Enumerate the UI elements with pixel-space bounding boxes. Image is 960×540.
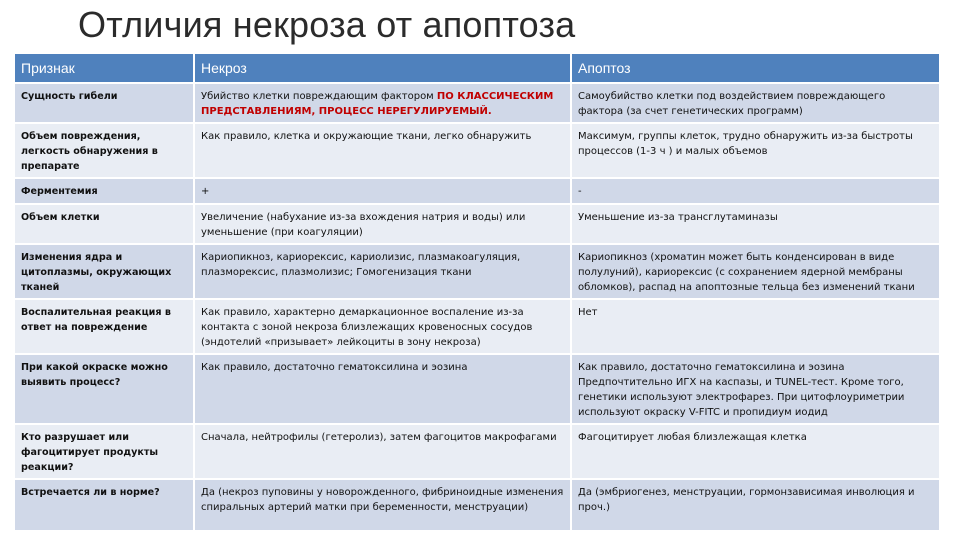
- feature-cell: Ферментемия: [15, 179, 195, 205]
- feature-cell: Объем повреждения, легкость обнаружения в препарате: [15, 124, 195, 179]
- necrosis-text: Убийство клетки повреждающим фактором: [201, 91, 437, 102]
- table-row: [15, 179, 939, 205]
- table-row: [15, 245, 939, 300]
- necrosis-cell: Кариопикноз, кариорексис, кариолизис, плазмакоагуляция, плазморексис, плазмолизис; Гомогенизация ткани: [195, 245, 572, 300]
- apoptosis-cell: Максимум, группы клеток, трудно обнаружить из-за быстроты процессов (1-3 ч ) и малых объемов: [572, 124, 939, 179]
- necrosis-cell: Да (некроз пуповины у новорожденного, фибриноидные изменения спиральных артерий матки при беременности, менструации): [195, 480, 572, 532]
- feature-cell: Объем клетки: [15, 205, 195, 245]
- necrosis-highlight: ПО КЛАССИЧЕСКИМ ПРЕДСТАВЛЕНИЯМ, ПРОЦЕСС НЕРЕГУЛИРУЕМЫЙ.: [201, 91, 554, 117]
- necrosis-cell: +: [195, 179, 572, 205]
- header-feature: Признак: [15, 54, 195, 84]
- feature-cell: Кто разрушает или фагоцитирует продукты реакции?: [15, 425, 195, 480]
- slide-title: Отличия некроза от апоптоза: [78, 4, 576, 45]
- table-row: [15, 355, 939, 425]
- table-row: [15, 425, 939, 480]
- table-row: [15, 84, 939, 124]
- apoptosis-cell: -: [572, 179, 939, 205]
- necrosis-cell: Увеличение (набухание из-за вхождения натрия и воды) или уменьшение (при коагуляции): [195, 205, 572, 245]
- comparison-table: [15, 54, 939, 532]
- feature-cell: Воспалительная реакция в ответ на повреждение: [15, 300, 195, 355]
- feature-cell: Встречается ли в норме?: [15, 480, 195, 532]
- apoptosis-cell: Уменьшение из-за трансглутаминазы: [572, 205, 939, 245]
- necrosis-cell: [195, 84, 572, 124]
- apoptosis-cell: Кариопикноз (хроматин может быть конденсирован в виде полулуний), кариорексис (с сохранением ядерной мембраны обломков), распад на апоптозные тельца без изменений ткани: [572, 245, 939, 300]
- table-header-row: [15, 54, 939, 84]
- header-necrosis: Некроз: [195, 54, 572, 84]
- necrosis-cell: Сначала, нейтрофилы (гетеролиз), затем фагоцитов макрофагами: [195, 425, 572, 480]
- necrosis-cell: Как правило, достаточно гематоксилина и эозина: [195, 355, 572, 425]
- necrosis-cell: Как правило, клетка и окружающие ткани, легко обнаружить: [195, 124, 572, 179]
- table-row: [15, 124, 939, 179]
- apoptosis-cell: Да (эмбриогенез, менструации, гормонзависимая инволюция и проч.): [572, 480, 939, 532]
- table-row: [15, 205, 939, 245]
- apoptosis-cell: Нет: [572, 300, 939, 355]
- feature-cell: Сущность гибели: [15, 84, 195, 124]
- apoptosis-cell: Самоубийство клетки под воздействием повреждающего фактора (за счет генетических программ): [572, 84, 939, 124]
- apoptosis-cell: Фагоцитирует любая близлежащая клетка: [572, 425, 939, 480]
- apoptosis-cell: Как правило, достаточно гематоксилина и эозина Предпочтительно ИГХ на каспазы, и TUNEL-тест. Кроме того, генетики используют электрофарез. При цитофлоуриметрии используют окраску V-FITC и пропидиум иодид: [572, 355, 939, 425]
- header-apoptosis: Апоптоз: [572, 54, 939, 84]
- feature-cell: При какой окраске можно выявить процесс?: [15, 355, 195, 425]
- necrosis-cell: Как правило, характерно демаркационное воспаление из-за контакта с зоной некроза близлежащих кровеносных сосудов (эндотелий «призывает» лейкоциты в зону некроза): [195, 300, 572, 355]
- table-row: [15, 300, 939, 355]
- feature-cell: Изменения ядра и цитоплазмы, окружающих тканей: [15, 245, 195, 300]
- table-row: [15, 480, 939, 532]
